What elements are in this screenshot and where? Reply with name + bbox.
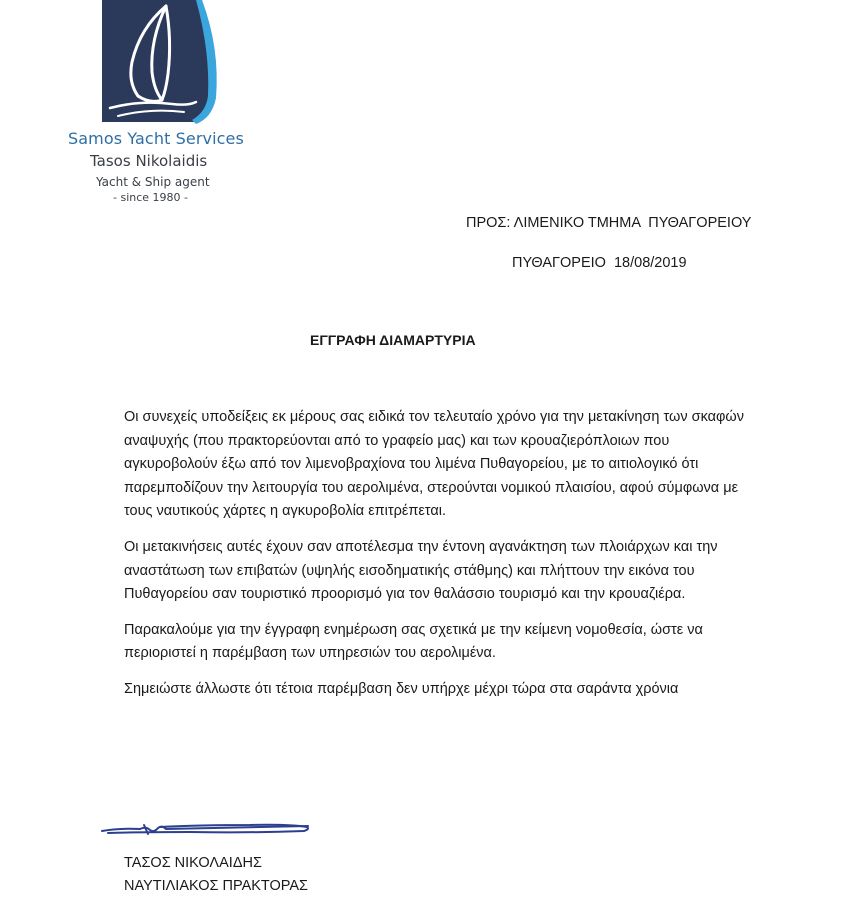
paragraph: Παρακαλούμε για την έγγραφη ενημέρωση σας σχετικά με την κείμενη νομοθεσία, ώστε να περιοριστεί η παρέμβαση των υπηρεσιών του αερολιμένα. [124, 621, 703, 662]
signer-name: ΤΑΣΟΣ ΝΙΚΟΛΑΙΔΗΣ [124, 855, 262, 871]
recipient: ΠΡΟΣ: ΛΙΜΕΝΙΚΟ ΤΜΗΜΑ ΠΥΘΑΓΟΡΕΙΟΥ [466, 215, 752, 231]
paragraph: Σημειώστε άλλωστε ότι τέτοια παρέμβαση δεν υπήρχε μέχρι τώρα στα σαράντα χρόνια [124, 680, 679, 697]
agent-role: Yacht & Ship agent [96, 175, 210, 189]
owner-name: Tasos Nikolaidis [90, 152, 208, 170]
since-year: - since 1980 - [113, 191, 188, 204]
sailboat-logo-icon [92, 0, 222, 126]
paragraph: Οι συνεχείς υποδείξεις εκ μέρους σας ειδικά τον τελευταίο χρόνο για την μετακίνηση των σκαφών αναψυχής (που πρακτορεύονται από το γραφείο μας) και των κρουαζιερόπλοιων που αγκυροβολούν έξω από τον λιμενοβραχίονα του λιμένα Πυθαγορείου, με το αιτιολογικό ότι παρεμποδίζουν την λειτουργία του αερολιμένα, στερούνται νομικού πλαισίου, αφού σύμφωνα με τους ναυτικούς χάρτες η αγκυροβολία επιτρέπεται. [124, 409, 745, 520]
brand-name: Samos Yacht Services [68, 129, 244, 148]
paragraph: Οι μετακινήσεις αυτές έχουν σαν αποτέλεσμα την έντονη αγανάκτηση των πλοιάρχων και την αναστάτωση των επιβατών (υψηλής εισοδηματικής στάθμης) και πλήττουν την εικόνα του Πυθαγορείου σαν τουριστικό προορισμό για τον θαλάσσιο τουρισμό και την κρουαζιέρα. [124, 538, 718, 603]
handwritten-signature-icon [100, 816, 315, 842]
place-date: ΠΥΘΑΓΟΡΕΙΟ 18/08/2019 [512, 255, 687, 271]
document-title: ΕΓΓΡΑΦΗ ΔΙΑΜΑΡΤΥΡΙΑ [310, 332, 476, 348]
signer-title: ΝΑΥΤΙΛΙΑΚΟΣ ΠΡΑΚΤΟΡΑΣ [124, 878, 309, 894]
letter-body [124, 406, 764, 714]
